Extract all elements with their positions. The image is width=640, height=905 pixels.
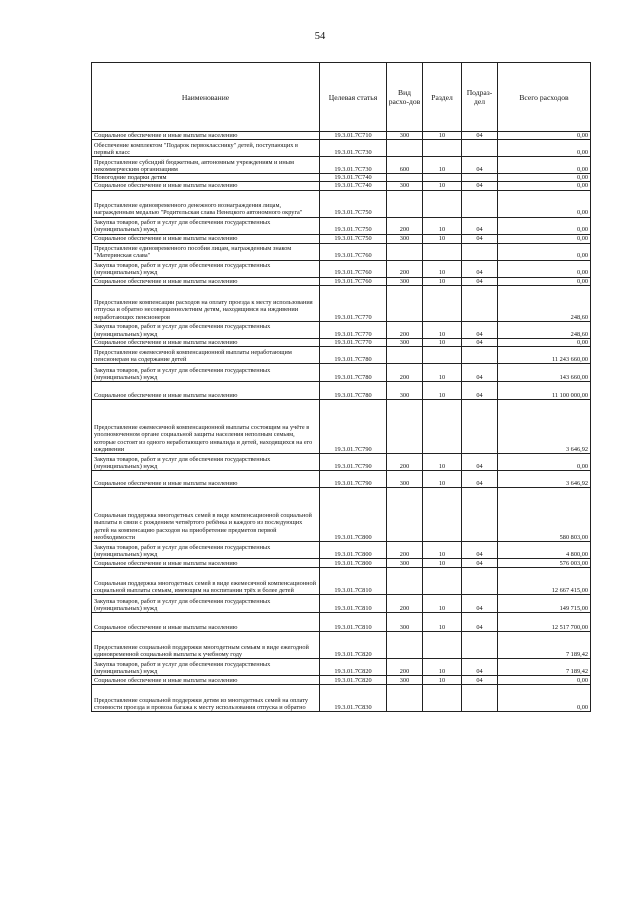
cell-razdel — [423, 400, 462, 454]
cell-razdel: 10 — [423, 676, 462, 685]
cell-razdel: 10 — [423, 613, 462, 632]
cell-name: Закупка товаров, работ и услуг для обеспечения государственных (муниципальных) нужд — [92, 454, 320, 471]
cell-podrazdel: 04 — [462, 559, 498, 568]
cell-vid: 600 — [387, 157, 423, 174]
cell-name: Закупка товаров, работ и услуг для обеспечения государственных (муниципальных) нужд — [92, 595, 320, 613]
cell-vid: 300 — [387, 471, 423, 488]
cell-vid: 200 — [387, 217, 423, 234]
cell-razdel: 10 — [423, 595, 462, 613]
table-row — [92, 454, 591, 471]
cell-podrazdel: 04 — [462, 338, 498, 346]
cell-name: Закупка товаров, работ и услуг для обеспечения государственных (муниципальных) нужд — [92, 542, 320, 559]
cell-vid — [387, 243, 423, 260]
cell-total: 0,00 — [498, 140, 591, 157]
cell-podrazdel: 04 — [462, 595, 498, 613]
cell-podrazdel: 04 — [462, 321, 498, 338]
cell-code: 19.3.01.7С790 — [320, 471, 387, 488]
cell-code: 19.3.01.7С730 — [320, 140, 387, 157]
cell-total: 0,00 — [498, 243, 591, 260]
cell-podrazdel: 04 — [462, 471, 498, 488]
cell-vid: 200 — [387, 595, 423, 613]
cell-code: 19.3.01.7С820 — [320, 659, 387, 676]
cell-razdel: 10 — [423, 321, 462, 338]
cell-total: 7 189,42 — [498, 632, 591, 659]
cell-name: Социальное обеспечение и иные выплаты населению — [92, 277, 320, 285]
cell-razdel — [423, 190, 462, 217]
cell-name: Предоставление ежемесячной компенсационной выплаты состоящим на учёте в уполномоченном органе социальной защиты населения неполным семьям, которые состоят из одного неработающего инвалида и детей, находящихся на его иждивении — [92, 400, 320, 454]
cell-name: Социальное обеспечение и иные выплаты населению — [92, 382, 320, 400]
cell-name: Новогодние подарки детям — [92, 174, 320, 182]
cell-name: Предоставление компенсации расходов на оплату проезда к месту использования отпуска и обратно несовершеннолетним детям, находящимся на иждивении неработающих пенсионеров — [92, 285, 320, 321]
cell-name: Социальное обеспечение и иные выплаты населению — [92, 676, 320, 685]
cell-total: 12 667 415,00 — [498, 568, 591, 595]
cell-podrazdel: 04 — [462, 676, 498, 685]
cell-total: 248,60 — [498, 321, 591, 338]
cell-vid — [387, 190, 423, 217]
cell-vid: 300 — [387, 182, 423, 190]
cell-name: Социальное обеспечение и иные выплаты населению — [92, 613, 320, 632]
cell-total: 7 189,42 — [498, 659, 591, 676]
header-name: Наименование — [92, 63, 320, 132]
cell-razdel: 10 — [423, 559, 462, 568]
cell-vid — [387, 568, 423, 595]
cell-vid — [387, 685, 423, 712]
cell-name: Социальное обеспечение и иные выплаты населению — [92, 182, 320, 190]
cell-podrazdel — [462, 568, 498, 595]
cell-podrazdel — [462, 190, 498, 217]
budget-table — [91, 62, 591, 712]
cell-code: 19.3.01.7С790 — [320, 454, 387, 471]
cell-razdel: 10 — [423, 182, 462, 190]
cell-total: 143 660,00 — [498, 364, 591, 382]
cell-code: 19.3.01.7С740 — [320, 174, 387, 182]
cell-name: Социальное обеспечение и иные выплаты населению — [92, 132, 320, 140]
cell-name: Предоставление единовременного денежного вознаграждения лицам, награжденным медалью "Родительская слава Ненецкого автономного округа" — [92, 190, 320, 217]
cell-razdel: 10 — [423, 542, 462, 559]
cell-total: 0,00 — [498, 676, 591, 685]
cell-razdel — [423, 632, 462, 659]
cell-vid: 300 — [387, 382, 423, 400]
cell-code: 19.3.01.7С830 — [320, 685, 387, 712]
cell-total: 149 715,00 — [498, 595, 591, 613]
table-row — [92, 338, 591, 346]
cell-vid: 300 — [387, 676, 423, 685]
cell-vid: 300 — [387, 277, 423, 285]
cell-razdel: 10 — [423, 471, 462, 488]
table-row — [92, 277, 591, 285]
cell-name: Предоставление социальной поддержки многодетным семьям в виде ежегодной единовременной социальной выплаты к учебному году — [92, 632, 320, 659]
table-row — [92, 140, 591, 157]
table-row — [92, 595, 591, 613]
table-row — [92, 559, 591, 568]
cell-vid: 300 — [387, 613, 423, 632]
cell-podrazdel — [462, 488, 498, 542]
cell-razdel: 10 — [423, 454, 462, 471]
table-row — [92, 676, 591, 685]
cell-podrazdel: 04 — [462, 182, 498, 190]
cell-name: Предоставление ежемесячной компенсационной выплаты неработающим пенсионерам на содержание детей — [92, 347, 320, 364]
table-row — [92, 132, 591, 140]
cell-name: Обеспечение комплектом "Подарок первокласснику" детей, поступающих в первый класс — [92, 140, 320, 157]
cell-code: 19.3.01.7С760 — [320, 243, 387, 260]
cell-razdel: 10 — [423, 132, 462, 140]
cell-podrazdel: 04 — [462, 260, 498, 277]
cell-name: Социальное обеспечение и иные выплаты населению — [92, 471, 320, 488]
cell-name: Предоставление единовременного пособия лицам, награжденным знаком "Материнская слава" — [92, 243, 320, 260]
cell-podrazdel — [462, 632, 498, 659]
cell-code: 19.3.01.7С780 — [320, 364, 387, 382]
cell-razdel — [423, 347, 462, 364]
cell-total: 0,00 — [498, 217, 591, 234]
cell-total: 248,60 — [498, 285, 591, 321]
cell-code: 19.3.01.7С810 — [320, 568, 387, 595]
cell-vid: 300 — [387, 559, 423, 568]
table-row — [92, 542, 591, 559]
cell-razdel — [423, 568, 462, 595]
cell-razdel: 10 — [423, 157, 462, 174]
cell-razdel: 10 — [423, 277, 462, 285]
cell-code: 19.3.01.7С800 — [320, 488, 387, 542]
cell-total: 580 803,00 — [498, 488, 591, 542]
cell-podrazdel — [462, 174, 498, 182]
cell-total: 0,00 — [498, 190, 591, 217]
cell-vid: 200 — [387, 364, 423, 382]
cell-vid — [387, 400, 423, 454]
cell-vid — [387, 632, 423, 659]
cell-total: 0,00 — [498, 182, 591, 190]
table-row — [92, 347, 591, 364]
cell-podrazdel: 04 — [462, 454, 498, 471]
cell-code: 19.3.01.7С740 — [320, 182, 387, 190]
cell-code: 19.3.01.7С770 — [320, 321, 387, 338]
cell-razdel — [423, 685, 462, 712]
table-row — [92, 685, 591, 712]
table-row — [92, 190, 591, 217]
cell-podrazdel: 04 — [462, 659, 498, 676]
cell-name: Предоставление социальной поддержки детям из многодетных семей на оплату стоимости проезда и провоза багажа к месту использования отпуска и обратно — [92, 685, 320, 712]
cell-code: 19.3.01.7С790 — [320, 400, 387, 454]
cell-total: 0,00 — [498, 132, 591, 140]
cell-total: 4 800,00 — [498, 542, 591, 559]
cell-podrazdel: 04 — [462, 277, 498, 285]
cell-razdel: 10 — [423, 217, 462, 234]
cell-podrazdel — [462, 400, 498, 454]
cell-code: 19.3.01.7С760 — [320, 277, 387, 285]
cell-vid: 200 — [387, 321, 423, 338]
cell-razdel: 10 — [423, 260, 462, 277]
cell-podrazdel — [462, 685, 498, 712]
cell-code: 19.3.01.7С800 — [320, 559, 387, 568]
cell-razdel: 10 — [423, 382, 462, 400]
cell-total: 0,00 — [498, 157, 591, 174]
table-row — [92, 285, 591, 321]
cell-code: 19.3.01.7С750 — [320, 234, 387, 243]
cell-total: 576 003,00 — [498, 559, 591, 568]
header-total: Всего расходов — [498, 63, 591, 132]
cell-total: 3 646,92 — [498, 400, 591, 454]
cell-vid: 300 — [387, 234, 423, 243]
cell-name: Закупка товаров, работ и услуг для обеспечения государственных (муниципальных) нужд — [92, 217, 320, 234]
table-row — [92, 174, 591, 182]
cell-code: 19.3.01.7С820 — [320, 632, 387, 659]
table-row — [92, 471, 591, 488]
cell-razdel — [423, 243, 462, 260]
cell-total: 11 243 660,00 — [498, 347, 591, 364]
cell-name: Закупка товаров, работ и услуг для обеспечения государственных (муниципальных) нужд — [92, 659, 320, 676]
cell-podrazdel: 04 — [462, 382, 498, 400]
cell-code: 19.3.01.7С770 — [320, 285, 387, 321]
cell-podrazdel: 04 — [462, 157, 498, 174]
cell-total: 0,00 — [498, 234, 591, 243]
header-vid: Вид расхо-дов — [387, 63, 423, 132]
table-row — [92, 613, 591, 632]
cell-vid: 200 — [387, 454, 423, 471]
cell-code: 19.3.01.7С760 — [320, 260, 387, 277]
cell-vid — [387, 347, 423, 364]
cell-podrazdel: 04 — [462, 234, 498, 243]
cell-name: Социальная поддержка многодетных семей в виде компенсационной социальной выплаты в связи с рождением четвёртого ребёнка и каждого из последующих детей на компенсацию расходов на приобретение предметов первой необходимости — [92, 488, 320, 542]
cell-podrazdel: 04 — [462, 613, 498, 632]
table-row — [92, 157, 591, 174]
table-row — [92, 234, 591, 243]
cell-razdel: 10 — [423, 364, 462, 382]
cell-code: 19.3.01.7С770 — [320, 338, 387, 346]
table-header-row — [92, 63, 591, 132]
cell-razdel — [423, 285, 462, 321]
cell-code: 19.3.01.7С810 — [320, 595, 387, 613]
page-number: 54 — [314, 31, 326, 42]
cell-code: 19.3.01.7С810 — [320, 613, 387, 632]
cell-razdel: 10 — [423, 234, 462, 243]
cell-name: Предоставление субсидий бюджетным, автономным учреждениям и иным некоммерческим организациям — [92, 157, 320, 174]
cell-podrazdel: 04 — [462, 132, 498, 140]
header-razdel: Раздел — [423, 63, 462, 132]
cell-name: Социальное обеспечение и иные выплаты населению — [92, 234, 320, 243]
cell-name: Социальная поддержка многодетных семей в виде ежемесячной компенсационной социальной выплаты семьям, имеющим на воспитании трёх и более детей — [92, 568, 320, 595]
cell-total: 11 100 000,00 — [498, 382, 591, 400]
cell-podrazdel: 04 — [462, 364, 498, 382]
cell-name: Социальное обеспечение и иные выплаты населению — [92, 559, 320, 568]
cell-vid: 300 — [387, 338, 423, 346]
cell-name: Закупка товаров, работ и услуг для обеспечения государственных (муниципальных) нужд — [92, 260, 320, 277]
cell-code: 19.3.01.7С820 — [320, 676, 387, 685]
table-row — [92, 400, 591, 454]
cell-razdel — [423, 488, 462, 542]
table-row — [92, 488, 591, 542]
cell-razdel: 10 — [423, 659, 462, 676]
cell-podrazdel — [462, 285, 498, 321]
cell-total: 0,00 — [498, 174, 591, 182]
cell-vid — [387, 140, 423, 157]
cell-podrazdel: 04 — [462, 217, 498, 234]
cell-total: 0,00 — [498, 685, 591, 712]
cell-total: 12 517 700,00 — [498, 613, 591, 632]
header-podrazdel: Подраз-дел — [462, 63, 498, 132]
cell-vid: 200 — [387, 260, 423, 277]
cell-name: Закупка товаров, работ и услуг для обеспечения государственных (муниципальных) нужд — [92, 364, 320, 382]
table-row — [92, 632, 591, 659]
cell-podrazdel: 04 — [462, 542, 498, 559]
table-body — [92, 132, 591, 712]
cell-code: 19.3.01.7С750 — [320, 217, 387, 234]
table-row — [92, 243, 591, 260]
cell-code: 19.3.01.7С780 — [320, 347, 387, 364]
cell-total: 0,00 — [498, 338, 591, 346]
cell-vid — [387, 285, 423, 321]
table-row — [92, 260, 591, 277]
cell-total: 0,00 — [498, 454, 591, 471]
cell-name: Социальное обеспечение и иные выплаты населению — [92, 338, 320, 346]
cell-code: 19.3.01.7С710 — [320, 132, 387, 140]
table-row — [92, 321, 591, 338]
cell-razdel: 10 — [423, 338, 462, 346]
table-row — [92, 568, 591, 595]
cell-vid: 200 — [387, 659, 423, 676]
cell-code: 19.3.01.7С730 — [320, 157, 387, 174]
cell-vid: 200 — [387, 542, 423, 559]
table-row — [92, 364, 591, 382]
cell-razdel — [423, 140, 462, 157]
table-row — [92, 659, 591, 676]
table-row — [92, 217, 591, 234]
cell-podrazdel — [462, 243, 498, 260]
cell-code: 19.3.01.7С780 — [320, 382, 387, 400]
cell-vid — [387, 488, 423, 542]
cell-podrazdel — [462, 347, 498, 364]
header-code: Целевая статья — [320, 63, 387, 132]
cell-razdel — [423, 174, 462, 182]
cell-code: 19.3.01.7С750 — [320, 190, 387, 217]
table-row — [92, 182, 591, 190]
cell-total: 0,00 — [498, 277, 591, 285]
cell-total: 3 646,92 — [498, 471, 591, 488]
table-row — [92, 382, 591, 400]
cell-total: 0,00 — [498, 260, 591, 277]
cell-code: 19.3.01.7С800 — [320, 542, 387, 559]
cell-name: Закупка товаров, работ и услуг для обеспечения государственных (муниципальных) нужд — [92, 321, 320, 338]
cell-vid — [387, 174, 423, 182]
cell-podrazdel — [462, 140, 498, 157]
cell-vid: 300 — [387, 132, 423, 140]
